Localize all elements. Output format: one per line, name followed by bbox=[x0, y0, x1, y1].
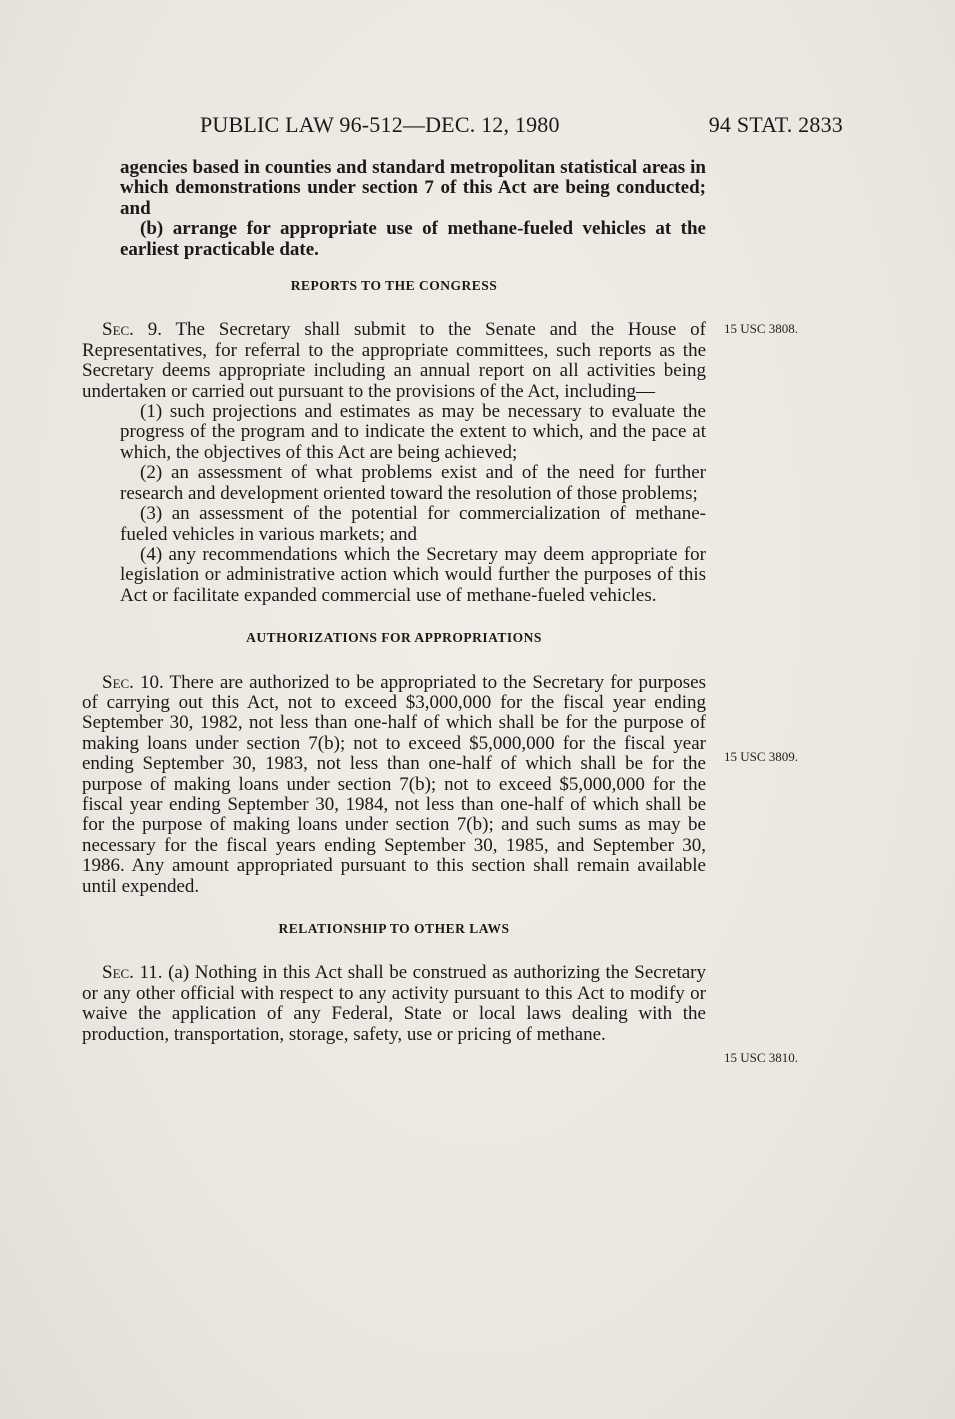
sec11-text: (a) Nothing in this Act shall be construed as authorizing the Secretary or any other official with respect to any activity pursuant to this Act to modify or waive the application of any Federal, State or local laws dealing with the production, transportation, storage, safety, use or pricing of methane. bbox=[82, 962, 707, 1045]
sec11-paragraph bbox=[82, 963, 706, 1045]
margin-note-sec10: 15 USC 3809. bbox=[724, 749, 799, 764]
sec9-item-3: (3) an assessment of the potential for commercialization of methane-fueled vehicles in various markets; and bbox=[120, 503, 706, 545]
continuation-paragraph-a: agencies based in counties and standard metropolitan statistical areas in which demonstrations under section 7 of this Act are being conducted; and bbox=[120, 157, 706, 219]
sec9-item-2: (2) an assessment of what problems exist and of the need for further research and development oriented toward the resolution of those problems; bbox=[120, 462, 706, 504]
margin-note-sec9: 15 USC 3808. bbox=[724, 321, 799, 336]
sec9-item-4: (4) any recommendations which the Secretary may deem appropriate for legislation or administrative action which would further the purposes of this Act or facilitate expanded commercial use of methane-fueled vehicles. bbox=[120, 543, 706, 606]
sec10-label: Sec. 10. bbox=[102, 671, 164, 693]
sec9-intro bbox=[82, 320, 706, 402]
sec10-text: There are authorized to be appropriated to the Secretary for purposes of carrying out this Act, not to exceed $3,000,000 for the fiscal year ending September 30, 1982, not less than one-half of which shall be for the purpose of making loans under section 7(b); not to exceed $5,000,000 for the fiscal year ending September 30, 1983, not less than one-half of which shall be for the purpose of making loans under section 7(b); not to exceed $5,000,000 for the fiscal year ending September 30, 1984, not less than one-half of which shall be for the purpose of making loans under section 7(b); and such sums as may be necessary for the fiscal years ending September 30, 1985, and September 30, 1986. Any amount appropriated pursuant to this section shall remain available until expended. bbox=[82, 671, 706, 897]
sec11-label: Sec. 11. bbox=[102, 962, 163, 984]
sec11-heading: RELATIONSHIP TO OTHER LAWS bbox=[278, 921, 510, 936]
header-law-date: PUBLIC LAW 96-512—DEC. 12, 1980 bbox=[200, 112, 560, 137]
sec10-paragraph bbox=[82, 673, 706, 897]
header-stat-page: 94 STAT. 2833 bbox=[708, 112, 843, 137]
continuation-paragraph-b: (b) arrange for appropriate use of methane-fueled vehicles at the earliest practicable date. bbox=[120, 218, 706, 260]
sec10-heading: AUTHORIZATIONS FOR APPROPRIATIONS bbox=[246, 630, 542, 646]
sec9-heading: REPORTS TO THE CONGRESS bbox=[290, 278, 498, 294]
margin-note-sec11: 15 USC 3810. bbox=[724, 1050, 799, 1065]
sec9-item-1: (1) such projections and estimates as may be necessary to evaluate the progress of the program and to indicate the extent to which, and the pace at which, the objectives of this Act are being achieved; bbox=[120, 401, 706, 463]
sec9-intro-text: The Secretary shall submit to the Senate and the House of Representatives, for referral to the appropriate committees, such reports as the Secretary deems appropriate including an annual report on all activities being undertaken or carried out pursuant to the provisions of the Act, including— bbox=[82, 319, 706, 402]
running-header bbox=[200, 112, 843, 142]
sec9-label: Sec. 9. bbox=[102, 319, 162, 341]
document-body bbox=[82, 158, 706, 1045]
